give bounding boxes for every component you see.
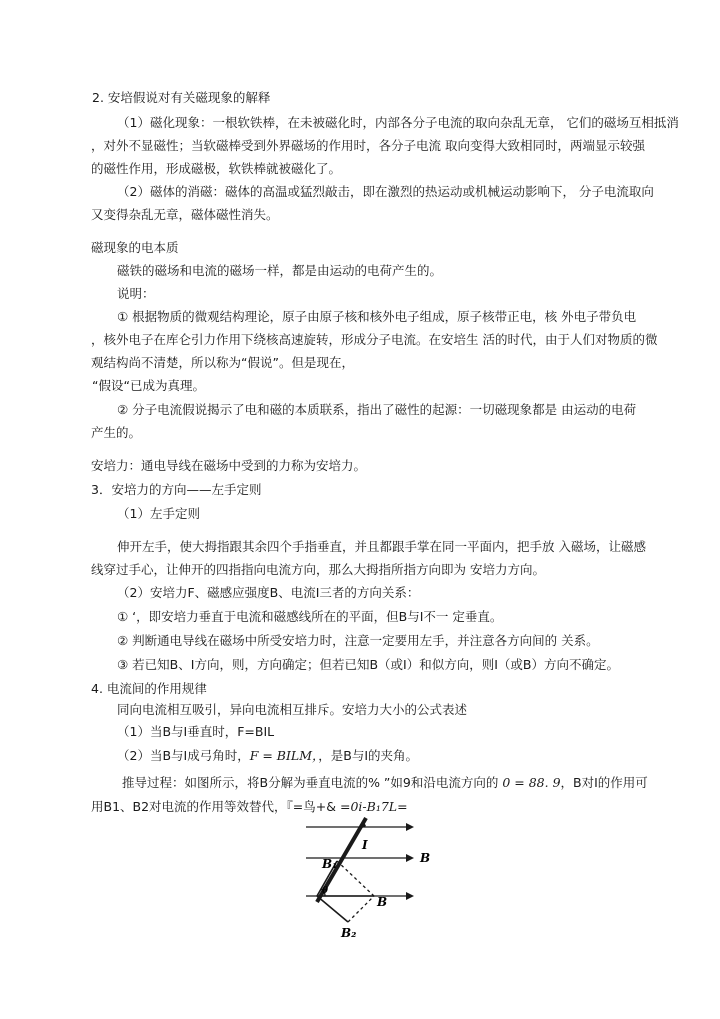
b2-vector <box>317 896 348 922</box>
derivation-line <box>91 798 408 816</box>
b1-vector <box>317 861 337 896</box>
current-arrow <box>358 822 366 830</box>
paragraph-line: （1）磁化现象：一根软铁棒，在未被磁化时，内部各分子电流的取向杂乱无章， 它们的磁场互相抵消 <box>117 115 679 130</box>
subheading: （1）左手定则 <box>117 506 200 521</box>
derivation-expression: 0 = 88. 9 <box>502 775 561 790</box>
paragraph-line: （1）当B与I垂直时，F=BIL <box>117 724 275 739</box>
subheading: 磁现象的电本质 <box>91 240 179 255</box>
paragraph-line: ① ‘，即安培力垂直于电流和磁感线所在的平面，但B与I不一 定垂直。 <box>117 609 503 624</box>
paragraph-line: ② 分子电流假说揭示了电和磁的本质联系，指出了磁性的起源：一切磁现象都是 由运动的电荷 <box>117 402 637 417</box>
paragraph-line: 线穿过手心，让伸开的四指指向电流方向，那么大拇指所指方向即为 安培力方向。 <box>91 562 545 577</box>
paragraph-line: 产生的。 <box>91 425 142 440</box>
paragraph-line: ，对外不显磁性；当软磁棒受到外界磁场的作用时，各分子电流 取向变得大致相同时，两端显示较强 <box>91 138 645 153</box>
derivation-text: 用B1、B2对电流的作用等效替代，『=鸟+& <box>91 799 340 814</box>
paragraph-line: ③ 若已知B、I方向，则，方向确定；但若已知B（或I）和似方向，则I（或B）方向不确定。 <box>117 657 619 672</box>
label-b-component: B <box>377 895 388 909</box>
arrowhead-middle <box>406 854 414 862</box>
paragraph-line: 同向电流相互吸引，异向电流相互排斥。安培力大小的公式表述 <box>117 702 468 717</box>
arrowhead-bottom <box>406 892 414 900</box>
paragraph-line: （2）安培力F、磁感应强度B、电流I三者的方向关系： <box>117 585 420 600</box>
section-3-heading: 3．安培力的方向——左手定则 <box>91 482 262 497</box>
paragraph-line: （2）磁体的消磁：磁体的高温或猛烈敲击，即在激烈的热运动或机械运动影响下， 分子电流取向 <box>117 184 654 199</box>
label-b2: B₂ <box>341 926 357 940</box>
paragraph-line: ① 根据物质的微观结构理论，原子由原子核和核外电子组成，原子核带正电，核 外电子带负电 <box>117 309 637 324</box>
formula-expression: F = BILM， <box>249 748 319 763</box>
section-4-heading: 4. 电流间的作用规律 <box>91 681 207 696</box>
paragraph-line: 的磁性作用，形成磁极，软铁棒就被磁化了。 <box>91 161 342 176</box>
arrowhead-top <box>406 823 414 831</box>
label-theta: θ <box>322 886 329 896</box>
label-current: I <box>362 838 368 852</box>
current-conductor <box>317 818 366 902</box>
definition-line: 安培力：通电导线在磁场中受到的力称为安培力。 <box>91 458 367 473</box>
paragraph-line: 伸开左手，使大拇指跟其余四个手指垂直，并且都跟手掌在同一平面内，把手放 入磁场，让磁感 <box>117 539 646 554</box>
derivation-text: ，B对I的作用可 <box>560 775 648 790</box>
label-b: B <box>420 851 431 865</box>
paragraph-line: “假设“已成为真理。 <box>92 378 205 393</box>
paragraph-line: 磁铁的磁场和电流的磁场一样，都是由运动的电荷产生的。 <box>117 263 443 278</box>
label-b1: B₁ <box>322 857 338 871</box>
section-2-heading: 2. 安培假说对有关磁现象的解释 <box>92 90 271 105</box>
formula-line <box>117 747 418 765</box>
dashed-projection <box>337 861 374 896</box>
paragraph-line: ，核外电子在库仑引力作用下绕核高速旋转，形成分子电流。在安培生 活的时代，由于人们对物质的微 <box>91 332 658 347</box>
angle-arc <box>321 889 325 896</box>
formula-text: （2）当B与I成弓角时， <box>117 748 250 763</box>
dashed-projection <box>348 896 374 922</box>
paragraph-line: 说明： <box>117 286 155 301</box>
derivation-expression: =0i-B₁7L= <box>339 799 408 814</box>
derivation-line <box>122 774 648 792</box>
derivation-text: 推导过程：如图所示，将B分解为垂直电流的% ”如9和沿电流方向的 <box>122 775 503 790</box>
paragraph-line: ② 判断通电导线在磁场中所受安培力时，注意一定要用左手，并注意各方向间的 关系。 <box>117 633 599 648</box>
paragraph-line: 观结构尚不清楚，所以称为“假说”。但是现在， <box>91 355 354 370</box>
formula-text: ，是B与I的夹角。 <box>318 748 419 763</box>
paragraph-line: 又变得杂乱无章，磁体磁性消失。 <box>91 207 279 222</box>
